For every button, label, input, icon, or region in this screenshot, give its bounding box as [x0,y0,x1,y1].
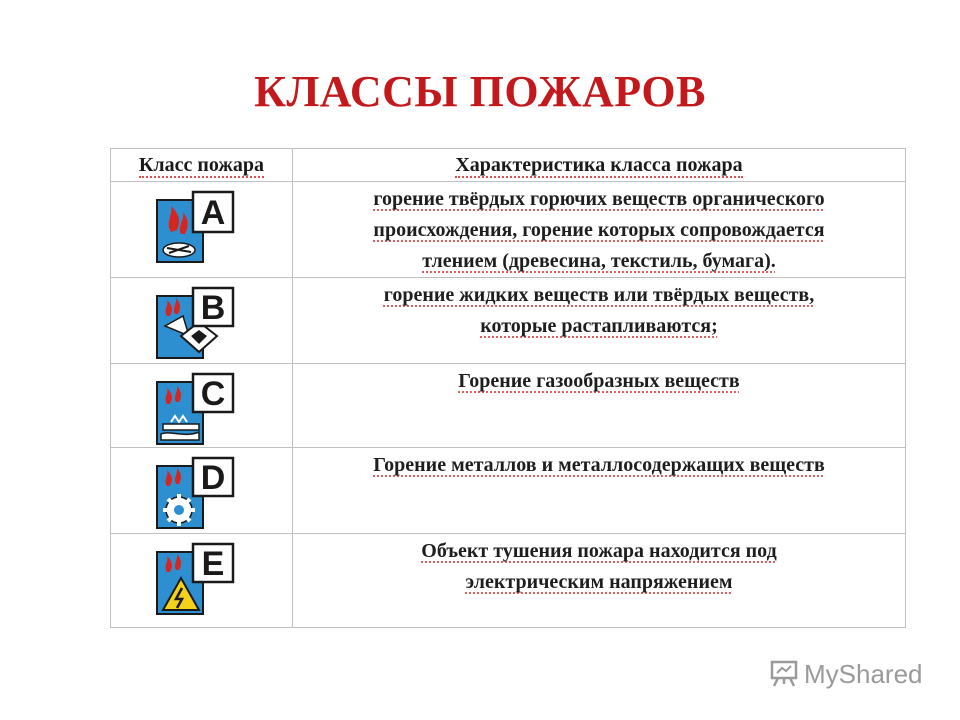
fire-class-b-liquid-icon [155,286,241,360]
table-row [111,182,906,278]
description-line: горение жидких веществ или твёрдых веществ, [383,284,815,306]
class-description [293,364,906,448]
description-line: Объект тушения пожара находится под [421,540,777,562]
table-row [111,534,906,628]
fire-class-d-metal-icon [155,456,241,530]
description-line: тлением (древесина, текстиль, бумага). [422,250,776,272]
fire-class-e-electric-icon [155,542,241,616]
fire-classes-table [110,148,906,628]
svg-text:C: C [200,375,226,413]
svg-text:B: B [200,289,226,327]
description-line: Горение металлов и металлосодержащих веществ [373,454,825,476]
table-header-row [111,149,906,182]
table-row [111,364,906,448]
myshared-watermark [768,657,928,691]
page-title: КЛАССЫ ПОЖАРОВ [254,67,706,116]
header-description: Характеристика класса пожара [293,149,906,182]
header-class: Класс пожара [111,149,293,182]
description-line: горение твёрдых горючих веществ органического [373,188,825,210]
class-icon-cell [111,182,293,278]
description-line: электрическим напряжением [465,571,733,593]
presentation-board-icon [768,660,800,688]
description-line: которые растапливаются; [480,315,718,337]
class-description [293,448,906,534]
description-line: Горение газообразных веществ [458,370,740,392]
class-icon-cell [111,534,293,628]
svg-text:E: E [201,545,225,583]
svg-text:D: D [200,459,226,497]
class-icon-cell [111,448,293,534]
table-row [111,278,906,364]
class-icon-cell [111,278,293,364]
table-row [111,448,906,534]
class-description [293,278,906,364]
fire-class-c-gas-icon [155,372,241,446]
svg-text:A: A [200,194,226,232]
description-line: происхождения, горение которых сопровождается [373,219,825,241]
class-description [293,534,906,628]
class-description [293,182,906,278]
watermark-text: MyShared [804,658,923,689]
fire-class-a-solid-icon [155,190,241,264]
class-icon-cell [111,364,293,448]
